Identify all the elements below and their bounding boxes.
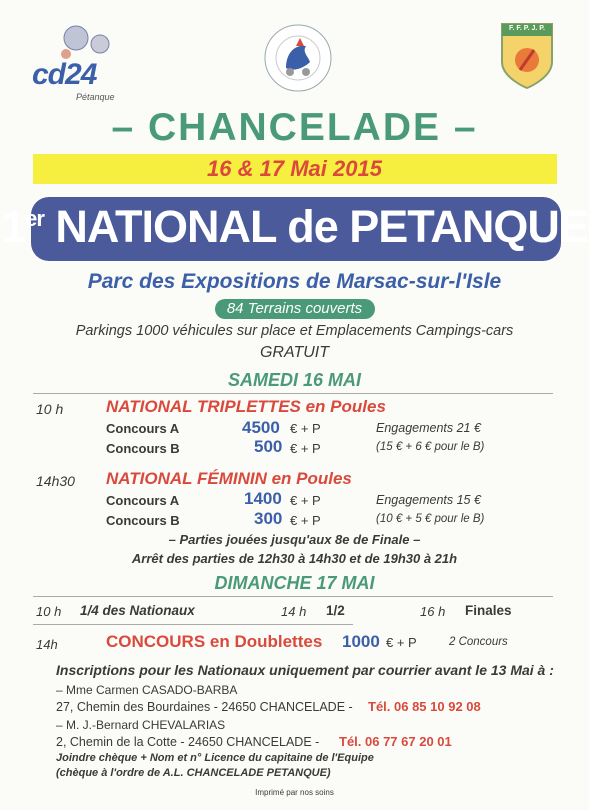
sun-time-3: 16 h: [420, 604, 446, 619]
doublettes-suffix: € + P: [386, 635, 417, 650]
contact2-address: 2, Chemin de la Cotte - 24650 CHANCELADE -: [56, 735, 320, 749]
event1-row1-amount: 4500: [242, 418, 280, 437]
banner-text: NATIONAL de PETANQUE: [55, 201, 588, 252]
event1-row2-label: Concours B: [106, 441, 180, 456]
banner-title: [0, 201, 589, 253]
event1-row1-suffix: € + P: [290, 421, 321, 436]
cd24-text: cd24: [32, 58, 97, 91]
event-dates: 16 & 17 Mai 2015: [207, 156, 382, 181]
venue: Parc des Expositions de Marsac-sur-l'Isle: [87, 270, 502, 293]
sun-time-1: 10 h: [36, 604, 62, 619]
join-note: Joindre chèque + Nom et n° Licence du capitaine de l'Equipe: [56, 752, 374, 764]
contact2-name: – M. J.-Bernard CHEVALARIAS: [56, 718, 226, 732]
contact2-phone: Tél. 06 77 67 20 01: [339, 734, 452, 749]
shield-label: F. F. P. J. P.: [509, 25, 545, 32]
terrains-text: 84 Terrains couverts: [226, 300, 363, 317]
event2-row2-suffix: € + P: [290, 513, 321, 528]
sun-event-1: 1/4 des Nationaux: [80, 603, 195, 618]
sun-time-2: 14 h: [281, 604, 307, 619]
finals-note: – Parties jouées jusqu'aux 8e de Finale –: [168, 532, 421, 547]
shield-icon: [500, 22, 554, 90]
event2-row2-note: (10 € + 5 € pour le B): [376, 513, 485, 525]
parking-text: Parkings 1000 véhicules sur place et Emplacements Campings-cars: [75, 323, 514, 339]
event1-row2-note: (15 € + 6 € pour le B): [376, 441, 485, 453]
event1-row1-note: Engagements 21 €: [376, 421, 481, 435]
event2-row2-label: Concours B: [106, 513, 180, 528]
sunday-row-divider: [33, 624, 353, 625]
printer-footer: Imprimé par nos soins: [255, 788, 334, 797]
sunday-divider: [33, 596, 553, 597]
event1-time: 10 h: [36, 401, 64, 417]
cd24-subtitle: Pétanque: [76, 92, 115, 102]
event2-row2-amount: 300: [254, 509, 283, 528]
event2-time: 14h30: [36, 473, 75, 489]
sun-event-3: Finales: [465, 603, 512, 618]
banner-ordinal-sup: er: [25, 206, 44, 231]
sunday-heading: DIMANCHE 17 MAI: [214, 573, 375, 593]
ffpjp-logo: [262, 22, 334, 94]
event1-row2-amount: 500: [254, 437, 283, 456]
saturday-heading: SAMEDI 16 MAI: [227, 370, 362, 390]
doublettes-amount: 1000: [342, 632, 380, 651]
event1-title: NATIONAL TRIPLETTES en Poules: [106, 397, 386, 416]
event2-row1-note: Engagements 15 €: [376, 493, 481, 507]
gratuit-text: GRATUIT: [259, 344, 330, 361]
event2-title: NATIONAL FÉMININ en Poules: [106, 469, 352, 488]
contact1-address: 27, Chemin des Bourdaines - 24650 CHANCELADE -: [56, 700, 353, 714]
sun-event-2: 1/2: [326, 603, 345, 618]
event1-row2-suffix: € + P: [290, 441, 321, 456]
pause-note: Arrêt des parties de 12h30 à 14h30 et de 19h30 à 21h: [131, 551, 458, 566]
saturday-divider: [33, 393, 553, 394]
contact1-name: – Mme Carmen CASADO-BARBA: [56, 683, 238, 697]
banner-ordinal: 1: [1, 201, 26, 252]
ffpjp-shield-logo: [500, 22, 554, 90]
doublettes-time: 14h: [36, 637, 58, 652]
town-title: – CHANCELADE –: [111, 106, 478, 149]
event2-row1-suffix: € + P: [290, 493, 321, 508]
cd24-logo: [28, 22, 128, 102]
inscriptions-heading: Inscriptions pour les Nationaux uniquement par courrier avant le 13 Mai à :: [56, 662, 554, 678]
cheque-note: (chèque à l'ordre de A.L. CHANCELADE PETANQUE): [56, 767, 331, 779]
event2-row1-label: Concours A: [106, 493, 180, 508]
doublettes-note: 2 Concours: [449, 636, 508, 648]
doublettes-title: CONCOURS en Doublettes: [106, 632, 323, 651]
rooster-seal-icon: [262, 22, 334, 94]
event2-row1-amount: 1400: [244, 489, 282, 508]
event1-row1-label: Concours A: [106, 421, 180, 436]
contact1-phone: Tél. 06 85 10 92 08: [368, 699, 481, 714]
